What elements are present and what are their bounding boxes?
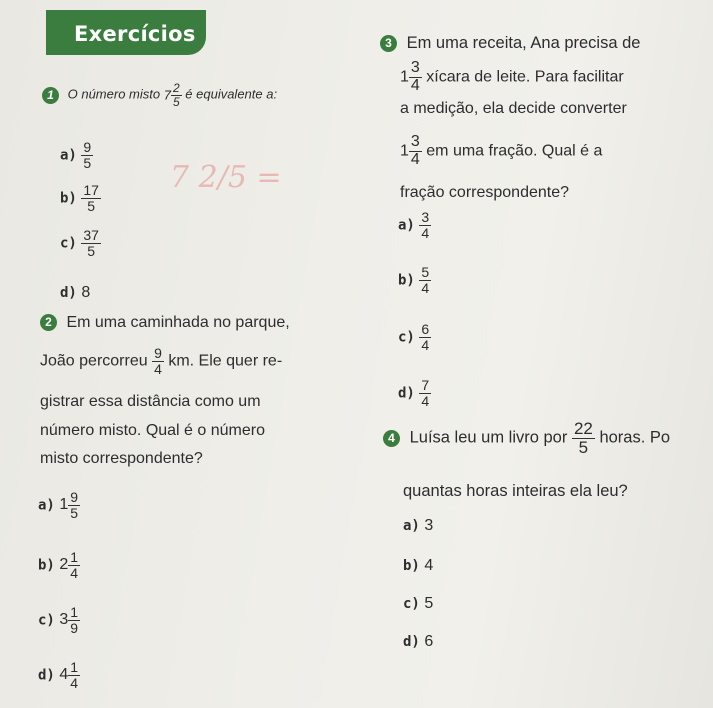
option-label: b) [60, 190, 77, 207]
option-whole: 3 [59, 611, 69, 629]
q4-option-a[interactable] [403, 517, 433, 535]
q1-text-after: é equivalente a: [185, 86, 278, 102]
option-fraction: $\frac{9}{5}$ [83, 139, 92, 171]
q4-line1-before: Luísa leu um livro por [409, 428, 568, 447]
option-value: 3 [424, 517, 434, 534]
q2-option-d[interactable] [38, 660, 80, 690]
q1-statement [42, 82, 277, 108]
q2-line2 [40, 346, 282, 376]
q4-option-c[interactable] [403, 595, 433, 613]
q3-line4-whole: 1 [400, 142, 409, 160]
q2-line3: gistrar essa distância como um [40, 393, 261, 410]
option-label: c) [60, 235, 77, 252]
q3-line3: a medição, ela decide converter [400, 100, 627, 117]
q3-line4-fraction: $\frac{3}{4}$ [410, 133, 420, 168]
q2-line4: número misto. Qual é o número [40, 422, 265, 439]
q2-line5: misto correspondente? [40, 450, 203, 467]
q4-line1-after: horas. Po [599, 428, 671, 447]
q2-option-b[interactable] [38, 550, 80, 580]
q2-line1 [40, 314, 290, 332]
option-label: a) [38, 497, 55, 514]
q2-line2-before: João percorreu [40, 352, 148, 370]
section-title: Exercícios [74, 22, 196, 46]
option-whole: 2 [59, 556, 69, 574]
option-label: d) [403, 634, 420, 650]
option-fraction: $\frac{17}{5}$ [83, 182, 99, 214]
option-label: a) [403, 518, 420, 534]
q3-line4 [400, 134, 602, 169]
option-value: 4 [424, 557, 434, 574]
option-label: d) [60, 285, 77, 301]
q4-option-d[interactable] [403, 633, 433, 651]
option-fraction: $\frac{7}{4}$ [421, 377, 430, 409]
section-header [46, 10, 206, 55]
q4-number-badge: 4 [383, 430, 400, 447]
q3-option-b[interactable] [398, 265, 431, 295]
q4-option-b[interactable] [403, 557, 433, 575]
q3-line1 [380, 34, 640, 53]
option-fraction: $\frac{6}{4}$ [421, 321, 430, 353]
q3-line2-fraction: $\frac{3}{4}$ [410, 59, 420, 94]
q3-line5: fração correspondente? [400, 184, 569, 201]
q2-option-c[interactable] [38, 605, 80, 635]
option-fraction: $\frac{9}{5}$ [70, 489, 79, 521]
q4-line2: quantas horas inteiras ela leu? [403, 482, 628, 500]
option-fraction: $\frac{37}{5}$ [83, 227, 99, 259]
q1-option-d[interactable] [60, 284, 90, 302]
q3-option-c[interactable] [398, 322, 431, 352]
q3-line1-text: Em uma receita, Ana precisa de [406, 34, 641, 52]
option-label: b) [398, 272, 415, 289]
q1-whole: 7 [163, 87, 171, 103]
option-label: a) [398, 217, 415, 234]
q1-option-c[interactable] [60, 228, 101, 258]
option-fraction: $\frac{1}{4}$ [70, 549, 79, 581]
q2-fraction: $\frac{9}{4}$ [154, 345, 162, 377]
q3-option-a[interactable] [398, 210, 431, 240]
q4-fraction: $\frac{22}{5}$ [573, 419, 593, 457]
q2-line2-after: km. Ele quer re- [168, 352, 283, 370]
option-whole: 1 [59, 496, 69, 514]
q1-num: 2 [172, 81, 180, 95]
option-label: c) [38, 612, 55, 629]
q3-line4-after: em uma fração. Qual é a [426, 142, 603, 160]
option-value: 8 [81, 284, 91, 301]
q1-option-b[interactable] [60, 183, 101, 213]
q2-line1-text: Em uma caminhada no parque, [66, 314, 290, 331]
option-value: 5 [424, 595, 434, 612]
option-fraction: $\frac{1}{4}$ [70, 659, 79, 691]
option-label: c) [398, 329, 415, 346]
option-label: a) [60, 147, 77, 164]
q3-line2-whole: 1 [400, 68, 409, 86]
option-whole: 4 [59, 666, 69, 684]
option-label: b) [403, 558, 420, 574]
q3-line2 [400, 60, 624, 95]
q3-number-badge: 3 [380, 35, 397, 52]
q1-den: 5 [172, 94, 180, 109]
option-label: d) [38, 667, 55, 684]
option-label: c) [403, 596, 420, 612]
q1-text-before: O número misto [67, 86, 161, 102]
q1-number-badge: 1 [42, 87, 59, 104]
q4-line1 [383, 420, 670, 457]
option-label: b) [38, 557, 55, 574]
option-value: 6 [424, 633, 434, 650]
q1-fraction [171, 82, 182, 108]
option-label: d) [398, 385, 415, 402]
q1-option-a[interactable] [60, 140, 93, 170]
handwritten-scribble: 7 2/5 = [170, 160, 282, 195]
option-fraction: $\frac{1}{9}$ [70, 604, 79, 636]
q2-number-badge: 2 [40, 314, 57, 331]
option-fraction: $\frac{3}{4}$ [421, 209, 430, 241]
q3-option-d[interactable] [398, 378, 431, 408]
q3-line2-after: xícara de leite. Para facilitar [426, 68, 624, 86]
q2-option-a[interactable] [38, 490, 80, 520]
option-fraction: $\frac{5}{4}$ [421, 264, 430, 296]
